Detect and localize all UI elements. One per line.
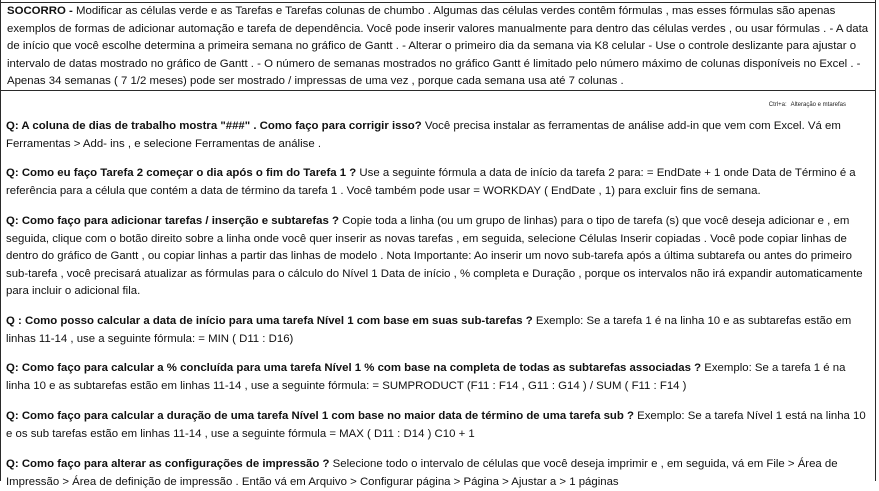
faq-answer: Use a seguinte fórmula a data de início da tarefa 2 para: = EndDate + 1 onde Data de Término é a referência para a célula que contém a data de término da tarefa 1 . Você também pode usar = WORKDAY ( EndDate , 1) para excluir fins de semana. xyxy=(6,167,856,197)
faq-item[interactable] xyxy=(6,408,872,443)
faq-answer: Exemplo: Se a tarefa Nível 1 está na linha 10 e os sub tarefas estão em linhas 11-14 , use a seguinte fórmula = MAX ( D11 : D14 ) C10 + 1 xyxy=(6,410,866,440)
faq-question: Q: Como eu faço Tarefa 2 começar o dia após o fim do Tarefa 1 ? xyxy=(6,167,357,179)
faq-answer: Exemplo: Se a tarefa 1 é na linha 10 e as subtarefas estão em linhas 11-14 , use a seguinte fórmula: = MIN ( D11 : D16) xyxy=(6,315,852,345)
faq-item[interactable] xyxy=(6,213,872,301)
shortcut-key: Ctrl+a: xyxy=(768,102,787,108)
intro-cell[interactable] xyxy=(0,2,876,91)
shortcut-hint xyxy=(769,101,846,109)
faq-question: Q: Como faço para alterar as configurações de impressão ? xyxy=(6,458,330,470)
faq-item[interactable] xyxy=(6,456,872,491)
intro-heading: SOCORRO - xyxy=(7,5,73,17)
faq-question: Q : Como posso calcular a data de início para uma tarefa Nível 1 com base em suas sub-tarefas ? xyxy=(6,315,533,327)
cell-border-right xyxy=(875,0,876,481)
faq-item[interactable] xyxy=(6,118,872,153)
faq-item[interactable] xyxy=(6,165,872,200)
faq-question: Q: Como faço para adicionar tarefas / inserção e subtarefas ? xyxy=(6,215,339,227)
intro-text: Modificar as células verde e as Tarefas e Tarefas colunas de chumbo . Algumas das células verdes contêm fórmulas , mas esses fórmulas são apenas exemplos de formas de adicionar automação e tarefa de dependência. Você pode inserir valores manualmente para dentro das células verdes , ou usar fórmulas . - A data de início que você escolhe determina a primeira semana no gráfico de Gantt . - Alterar o primeiro dia da semana via K8 celular - Use o controle deslizante para ajustar o intervalo de datas mostrado no gráfico de Gantt . - O número de semanas mostrados no gráfico Gantt é limitado pelo número máximo de colunas disponíveis no Excel . - Apenas 34 semanas ( 7 1/2 meses) pode ser mostrado / impressas de uma vez , porque cada semana usa até 7 colunas . xyxy=(7,5,869,87)
faq-answer: Exemplo: Se a tarefa 1 é na linha 10 e as subtarefas estão em linhas 11-14 , use a seguinte fórmula: = SUMPRODUCT (F11 : F14 , G11 : G14 ) / SUM ( F11 : F14 ) xyxy=(6,362,846,392)
faq-answer: Copie toda a linha (ou um grupo de linhas) para o tipo de tarefa (s) que você deseja adicionar e , em seguida, clique com o botão direito sobre a linha onde você quer inserir as novas tarefas , em seguida, selecione Células Inserir copiadas . Você pode copiar linhas de dentro do gráfico de Gantt , ou copiar linhas a partir das linhas de modelo . Nota Importante: Ao inserir um novo sub-tarefa após a última subtarefa ou antes do primeiro sub-tarefa , você precisará atualizar as fórmulas para o cálculo do Nível 1 Data de início , % completa e Duração , porque os intervalos não irá expandir automaticamente para incluir o adicional fila. xyxy=(6,215,863,297)
faq-question: Q: A coluna de dias de trabalho mostra "###" . Como faço para corrigir isso? xyxy=(6,120,422,132)
faq-item[interactable] xyxy=(6,313,872,348)
faq-answer: Selecione todo o intervalo de células que você deseja imprimir e , em seguida, vá em File > Área de Impressão > Área de definição de impressão . Então vá em Arquivo > Configurar página > Página > Ajustar a > 1 páginas xyxy=(6,458,838,488)
shortcut-label: Alteração e mtarefas xyxy=(790,102,846,108)
faq-answer: Você precisa instalar as ferramentas de análise add-in que vem com Excel. Vá em Ferramentas > Add- ins , e selecione Ferramentas de análise . xyxy=(6,120,841,150)
faq-question: Q: Como faço para calcular a % concluída para uma tarefa Nível 1 % com base na completa de todas as subtarefas associadas ? xyxy=(6,362,702,374)
cell-border-left xyxy=(0,0,1,481)
faq-question: Q: Como faço para calcular a duração de uma tarefa Nível 1 com base no maior data de término de uma tarefa sub ? xyxy=(6,410,634,422)
faq-item[interactable] xyxy=(6,360,872,395)
